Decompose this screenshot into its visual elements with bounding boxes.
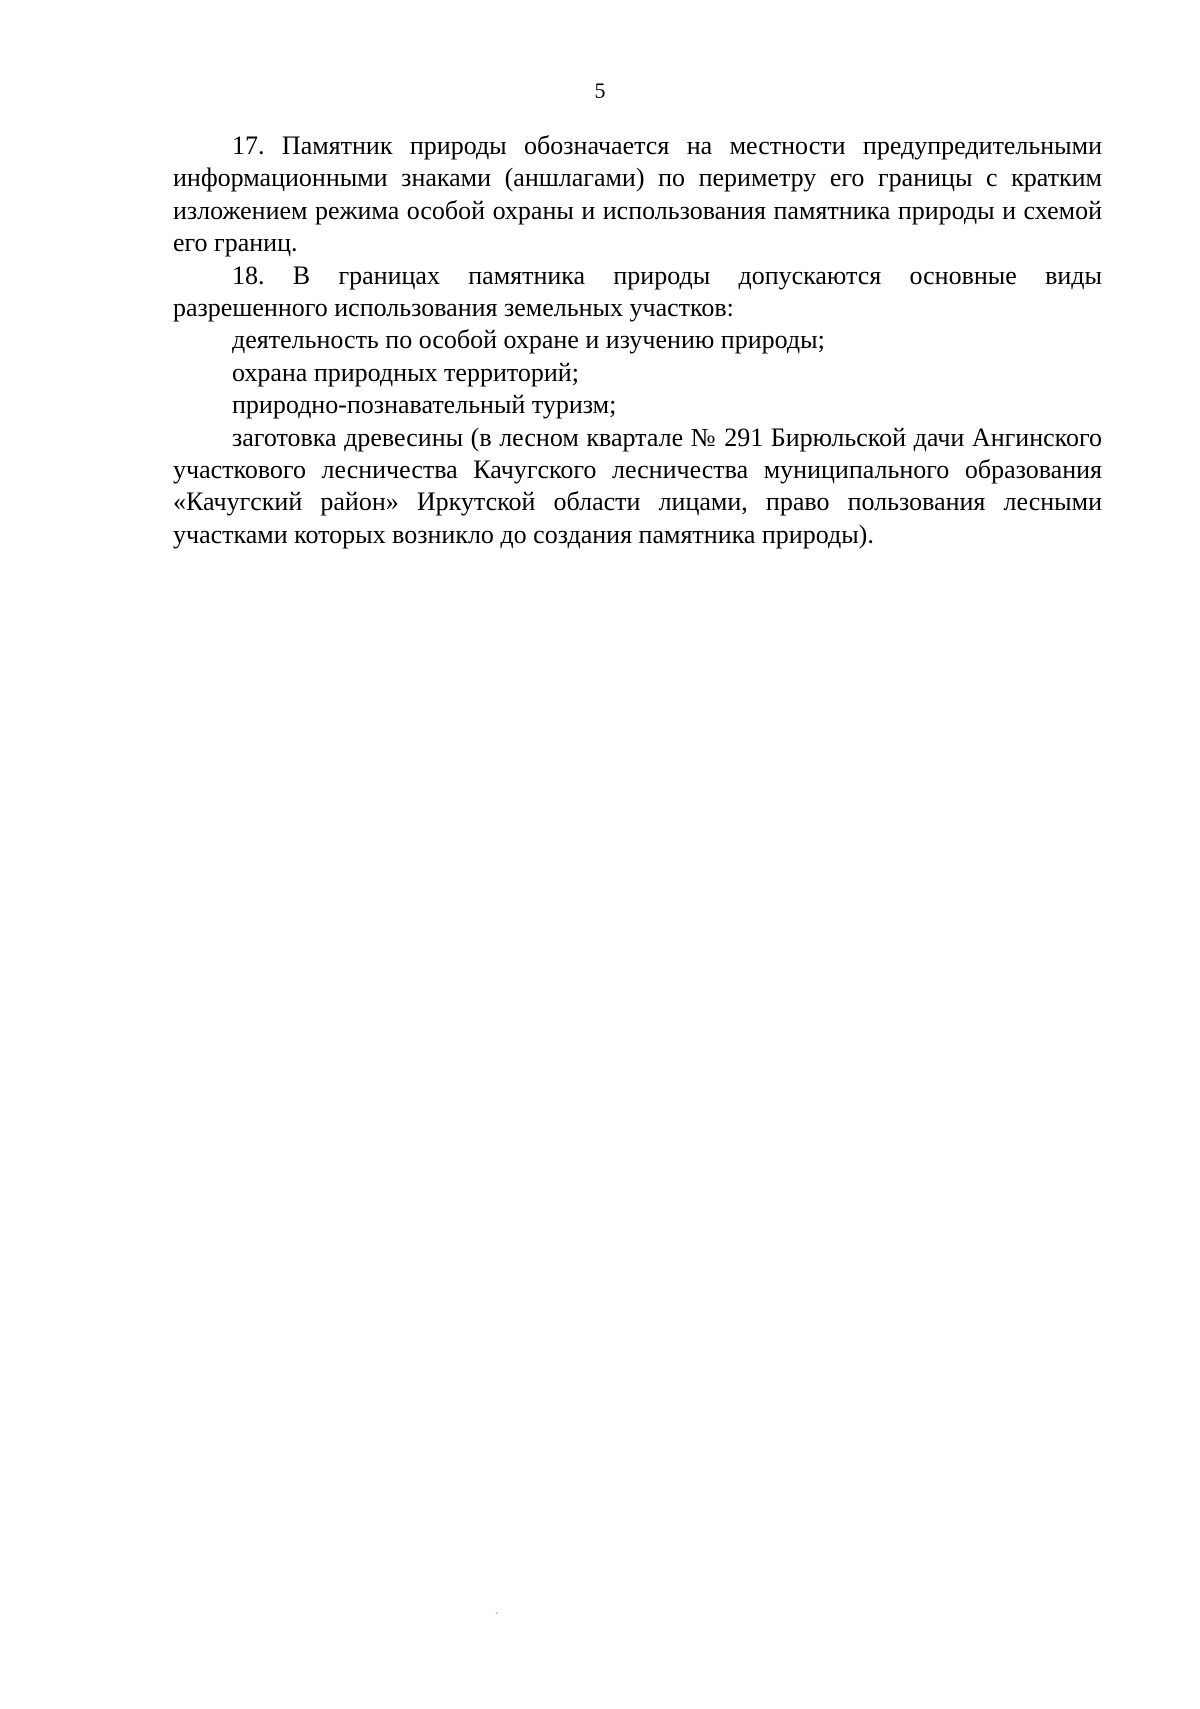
page-number: 5 [594, 78, 606, 103]
list-item-eco-tourism: природно-познавательный туризм; [232, 390, 617, 420]
list-item-wood-harvesting: заготовка древесины (в лесном квартале № 291 Бирюльской дачи Ангинского участкового лесничества Качугского лесничества муниципального образования «Качугский район» Иркутской области лицами, право пользования лесными участками которых возникло до создания памятника природы). [173, 422, 1102, 549]
document-body [173, 130, 1102, 551]
paragraph-17: 17. Памятник природы обозначается на местности предупредительными информационными знаками (аншлагами) по периметру его границы с кратким изложением режима особой охраны и использования памятника природы и схемой его границ. [173, 131, 1102, 258]
list-item-nature-protection: деятельность по особой охране и изучению природы; [232, 325, 825, 355]
paragraph-18: 18. В границах памятника природы допускаются основные виды разрешенного использования земельных участков: [173, 260, 1102, 323]
list-item-natural-territories: охрана природных территорий; [232, 357, 579, 387]
scan-artifact: ` [495, 1612, 499, 1623]
